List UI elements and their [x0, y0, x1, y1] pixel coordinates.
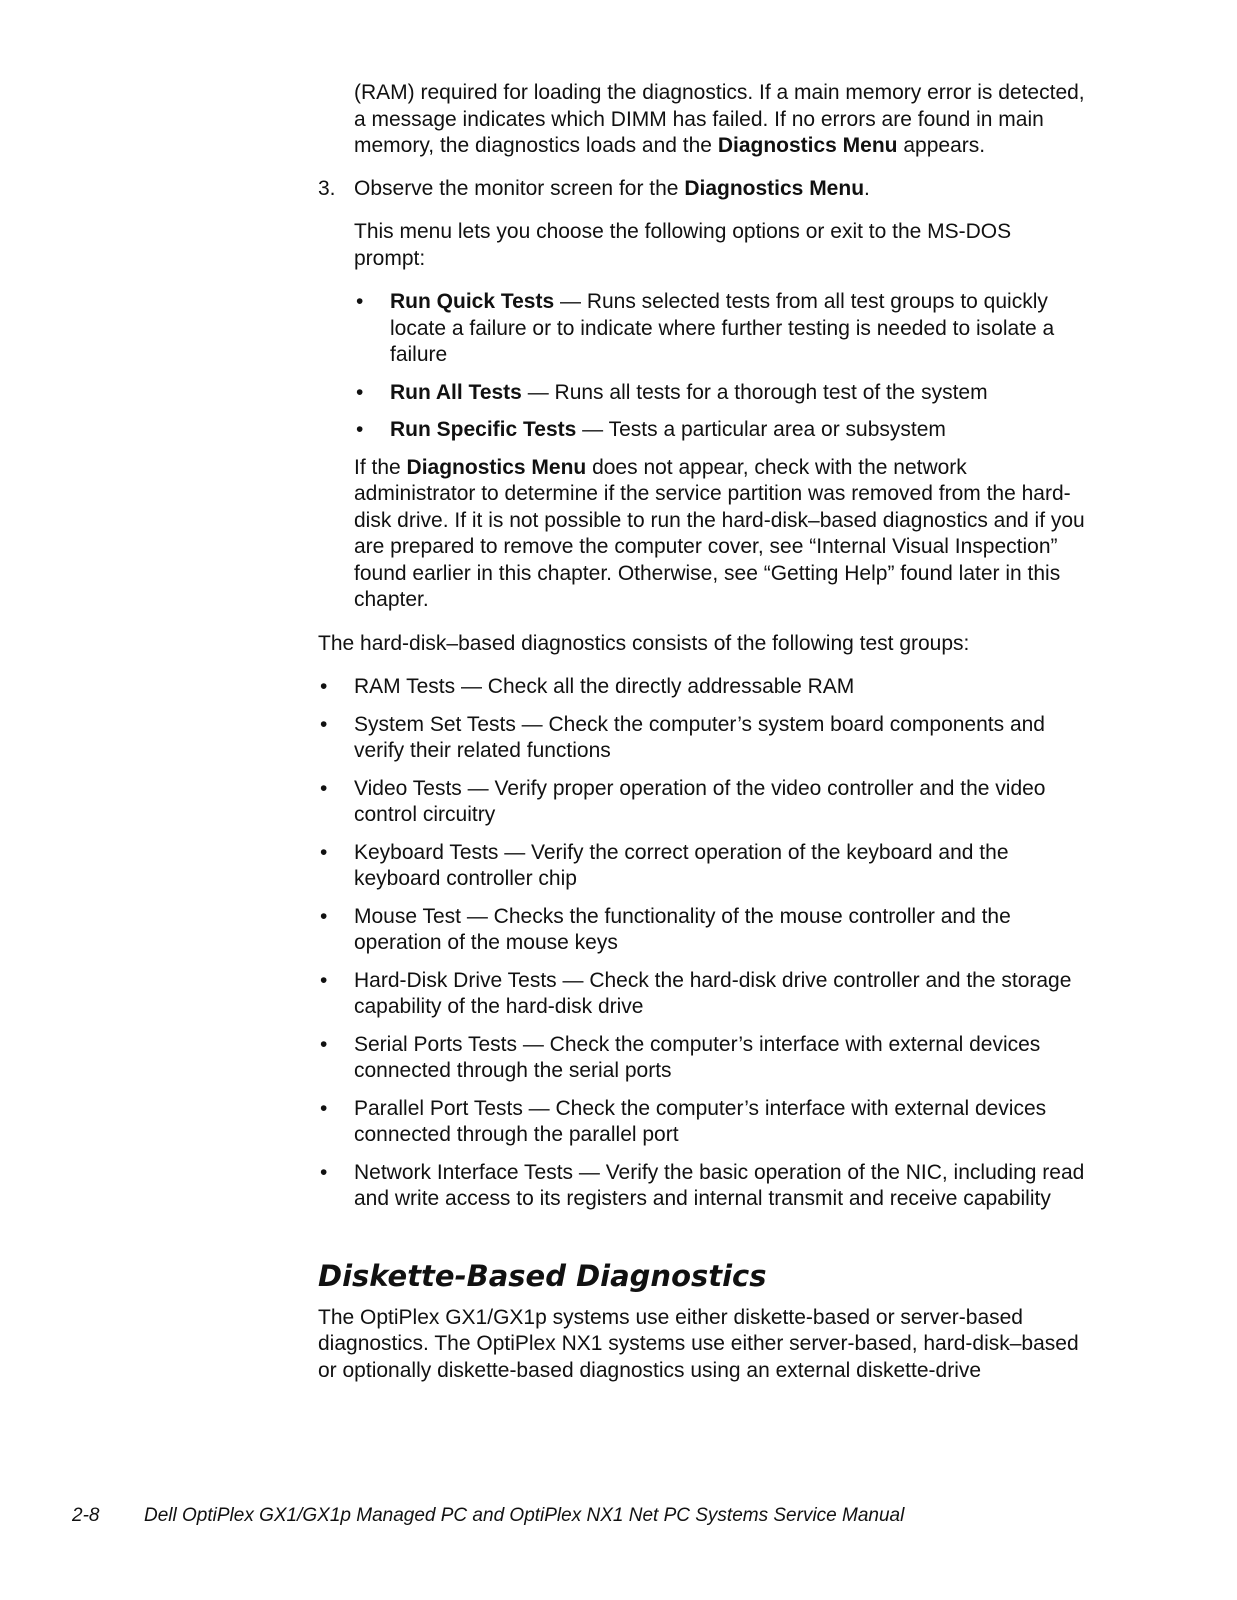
list-item [318, 1160, 1088, 1213]
section-heading: Diskette-Based Diagnostics [318, 1258, 767, 1293]
list-item-text: Keyboard Tests — Verify the correct operation of the keyboard and the keyboard controller chip [354, 840, 1009, 890]
bullet-icon: • [320, 904, 328, 928]
bullet-icon: • [356, 290, 364, 313]
step-number: 3. [318, 176, 336, 200]
list-item [318, 968, 1088, 1021]
bullet-icon: • [320, 1096, 328, 1120]
menu-note-paragraph [354, 455, 1088, 614]
step-bold-term: Diagnostics Menu [684, 176, 865, 200]
note-text-end: does not appear, check with the network administrator to determine if the service partition was removed from the hard-disk drive. If it is not possible to run the hard-disk–based diagnostics and if you are prepared to remove the computer cover, see “Internal Visual Inspection” found earlier in this chapter. Otherwise, see “Getting Help” found later in this chapter. [354, 455, 1085, 611]
list-item [318, 904, 1088, 957]
list-item-text: Mouse Test — Checks the functionality of the mouse controller and the operation of the mouse keys [354, 904, 1011, 954]
option-desc: — Runs selected tests from all test groups to quickly locate a failure or to indicate where further testing is needed to isolate a failure [390, 290, 1055, 366]
list-item [354, 380, 1088, 407]
step-text-end: . [864, 176, 870, 200]
bullet-icon: • [320, 712, 328, 736]
intro-bold-term: Diagnostics Menu [717, 134, 898, 157]
list-item-text: Video Tests — Verify proper operation of the video controller and the video control circuitry [354, 776, 1046, 826]
groups-intro-paragraph: The hard-disk–based diagnostics consists of the following test groups: [318, 631, 970, 655]
menu-options-list [354, 289, 1088, 444]
list-item-text: RAM Tests — Check all the directly addressable RAM [354, 675, 855, 698]
list-item-text [390, 289, 1088, 369]
test-groups-list [318, 674, 1088, 1213]
option-desc: — Runs all tests for a thorough test of the system [521, 380, 988, 404]
note-bold-term: Diagnostics Menu [406, 455, 587, 479]
bullet-icon: • [320, 675, 328, 698]
list-item [318, 1032, 1088, 1085]
option-desc: — Tests a particular area or subsystem [576, 418, 946, 441]
bullet-icon: • [356, 380, 364, 404]
bullet-icon: • [320, 776, 328, 800]
list-item-text [390, 380, 988, 407]
list-item-text: Serial Ports Tests — Check the computer’s interface with external devices connected through the serial ports [354, 1032, 1041, 1082]
page-footer [72, 1505, 904, 1527]
page-number: 2-8 [72, 1505, 100, 1526]
list-item [318, 712, 1088, 765]
list-item-text: System Set Tests — Check the computer’s system board components and verify their related functions [354, 712, 1045, 762]
bullet-icon: • [356, 418, 364, 441]
list-item-text [390, 417, 946, 444]
intro-text-end: appears. [897, 134, 986, 157]
bullet-icon: • [320, 1032, 328, 1056]
list-item-text: Parallel Port Tests — Check the computer’s interface with external devices connected through the parallel port [354, 1096, 1047, 1146]
option-label: Run Specific Tests [390, 418, 577, 441]
option-label: Run Quick Tests [390, 290, 555, 313]
list-item [354, 289, 1088, 369]
section-paragraph: The OptiPlex GX1/GX1p systems use either diskette-based or server-based diagnostics. The OptiPlex NX1 systems use either server-based, hard-disk–based or optionally diskette-based diagnostics using an external diskette-drive [318, 1305, 1079, 1382]
intro-text: (RAM) required for loading the diagnostics. If a main memory error is detected, a message indicates which DIMM has failed. If no errors are found in main memory, the diagnostics loads and the [354, 81, 1085, 157]
bullet-icon: • [320, 968, 328, 992]
list-item [318, 840, 1088, 893]
page-content [318, 80, 1088, 1384]
list-item [318, 674, 1088, 701]
bullet-icon: • [320, 1160, 328, 1184]
step-text [354, 176, 870, 203]
list-item [318, 776, 1088, 829]
list-item [318, 1096, 1088, 1149]
manual-title: Dell OptiPlex GX1/GX1p Managed PC and OptiPlex NX1 Net PC Systems Service Manual [144, 1505, 905, 1526]
option-label: Run All Tests [390, 380, 522, 404]
list-item [354, 417, 1088, 444]
step-text-start: Observe the monitor screen for the [354, 176, 685, 200]
step-3 [318, 176, 1088, 203]
note-text-start: If the [354, 455, 407, 479]
menu-intro-paragraph: This menu lets you choose the following options or exit to the MS-DOS prompt: [354, 220, 1012, 270]
intro-paragraph [354, 80, 1088, 160]
list-item-text: Network Interface Tests — Verify the basic operation of the NIC, including read and write access to its registers and internal transmit and receive capability [354, 1160, 1085, 1210]
list-item-text: Hard-Disk Drive Tests — Check the hard-disk drive controller and the storage capability of the hard-disk drive [354, 968, 1072, 1018]
bullet-icon: • [320, 840, 328, 864]
